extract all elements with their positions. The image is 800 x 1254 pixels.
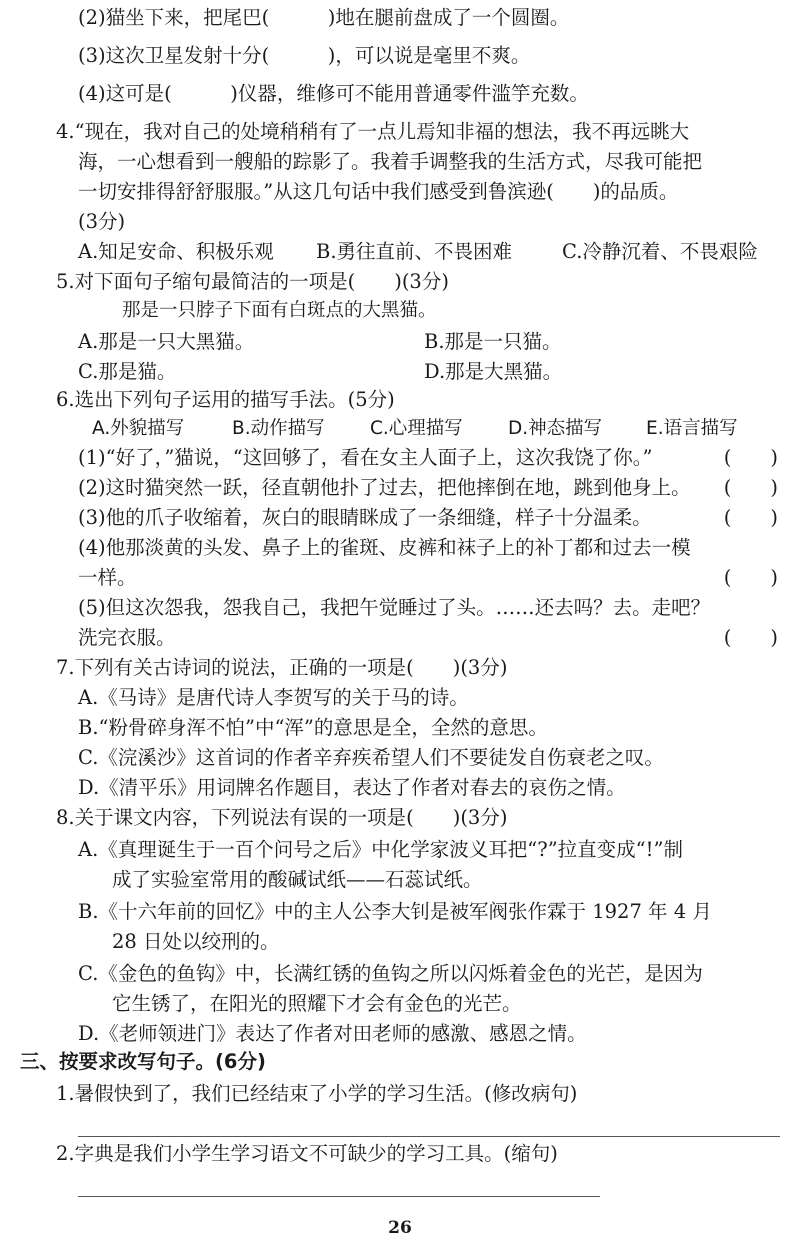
q4-stem-line-3: 一切安排得舒舒服服。”从这几句话中我们感受到鲁滨逊( )的品质。 (78, 180, 679, 203)
q8-option-a-line-1: A.《真理诞生于一百个问号之后》中化学家波义耳把“?”拉直变成“!”制 (78, 838, 683, 861)
q7-option-d: D.《清平乐》用词牌名作题目，表达了作者对春去的哀伤之情。 (78, 776, 626, 799)
q4-option-c: C.冷静沉着、不畏艰险 (562, 240, 758, 263)
q8-option-d: D.《老师领进门》表达了作者对田老师的感激、感恩之情。 (78, 1022, 587, 1045)
q3-item-3: (3)这次卫星发射十分( )，可以说是毫里不爽。 (78, 44, 531, 67)
q6-item-5-line-1: (5)但这次怨我，怨我自己，我把午觉睡过了头。……还去吗？去。走吧？ (78, 596, 711, 619)
answer-line-1[interactable] (78, 1136, 780, 1137)
answer-line-2[interactable] (78, 1196, 600, 1197)
answer-paren[interactable]: ( ) (723, 446, 778, 469)
q6-item-1 (78, 448, 778, 468)
q8-option-c-line-1: C.《金色的鱼钩》中，长满红锈的鱼钩之所以闪烁着金色的光芒，是因为 (78, 962, 703, 985)
q8-option-a-line-2: 成了实验室常用的酸碱试纸——石蕊试纸。 (112, 868, 483, 891)
section-3-title: 三、按要求改写句子。(6分) (20, 1050, 266, 1073)
q4-stem-line-1: 4.“现在，我对自己的处境稍稍有了一点儿焉知非福的想法，我不再远眺大 (56, 120, 690, 143)
answer-paren[interactable]: ( ) (723, 476, 778, 499)
q8-option-b-line-1: B.《十六年前的回忆》中的主人公李大钊是被军阀张作霖于 1927 年 4 月 (78, 900, 712, 923)
q6-item-5-line-2 (78, 628, 778, 648)
q7-stem: 7.下列有关古诗词的说法，正确的一项是( )(3分) (56, 656, 508, 679)
q5-sentence: 那是一只脖子下面有白斑点的大黑猫。 (122, 300, 437, 321)
section-3-question-1: 1.暑假快到了，我们已经结束了小学的学习生活。(修改病句) (56, 1082, 578, 1105)
q6-item-text: 洗完衣服。 (78, 626, 176, 649)
q5-option-d: D.那是大黑猫。 (424, 360, 563, 383)
q6-item-4-line-1: (4)他那淡黄的头发、鼻子上的雀斑、皮裤和袜子上的补丁都和过去一模 (78, 536, 691, 559)
answer-paren[interactable]: ( ) (723, 506, 778, 529)
q5-option-b: B.那是一只猫。 (424, 330, 562, 353)
q6-item-text: (2)这时猫突然一跃，径直朝他扑了过去，把他摔倒在地，跳到他身上。 (78, 476, 691, 499)
q6-method-c: C.心理描写 (370, 418, 463, 439)
answer-paren[interactable]: ( ) (723, 626, 778, 649)
q6-item-text: 一样。 (78, 566, 137, 589)
q4-stem-line-4: (3分) (78, 210, 126, 233)
q3-item-2: (2)猫坐下来，把尾巴( )地在腿前盘成了一个圆圈。 (78, 6, 570, 29)
q6-stem: 6.选出下列句子运用的描写手法。(5分) (56, 388, 395, 411)
q6-item-3 (78, 508, 778, 528)
section-3-question-2: 2.字典是我们小学生学习语文不可缺少的学习工具。(缩句) (56, 1142, 558, 1165)
q3-item-4: (4)这可是( )仪器，维修可不能用普通零件滥竽充数。 (78, 82, 589, 105)
q8-stem: 8.关于课文内容，下列说法有误的一项是( )(3分) (56, 806, 508, 829)
q7-option-c: C.《浣溪沙》这首词的作者辛弃疾希望人们不要徒发自伤衰老之叹。 (78, 746, 664, 769)
q4-option-b: B.勇往直前、不畏困难 (316, 240, 513, 263)
answer-paren[interactable]: ( ) (723, 566, 778, 589)
q6-item-2 (78, 478, 778, 498)
q7-option-a: A.《马诗》是唐代诗人李贺写的关于马的诗。 (78, 686, 469, 709)
q4-stem-line-2: 海，一心想看到一艘船的踪影了。我着手调整我的生活方式，尽我可能把 (78, 150, 703, 173)
page-number: 26 (388, 1218, 412, 1238)
q4-option-a: A.知足安命、积极乐观 (78, 240, 274, 263)
q6-method-d: D.神态描写 (508, 418, 603, 439)
q6-method-e: E.语言描写 (646, 418, 738, 439)
q8-option-c-line-2: 它生锈了，在阳光的照耀下才会有金色的光芒。 (112, 992, 522, 1015)
q5-option-a: A.那是一只大黑猫。 (78, 330, 255, 353)
q6-item-text: (1)“好了，”猫说，“这回够了，看在女主人面子上，这次我饶了你。” (78, 446, 653, 469)
q6-method-a: A.外貌描写 (92, 418, 185, 439)
q5-option-c: C.那是猫。 (78, 360, 177, 383)
q7-option-b: B.“粉骨碎身浑不怕”中“浑”的意思是全，全然的意思。 (78, 716, 548, 739)
q6-item-text: (3)他的爪子收缩着，灰白的眼睛眯成了一条细缝，样子十分温柔。 (78, 506, 652, 529)
q5-stem: 5.对下面句子缩句最简洁的一项是( )(3分) (56, 270, 449, 293)
q6-method-b: B.动作描写 (232, 418, 325, 439)
q6-item-4-line-2 (78, 568, 778, 588)
q8-option-b-line-2: 28 日处以绞刑的。 (112, 930, 280, 953)
